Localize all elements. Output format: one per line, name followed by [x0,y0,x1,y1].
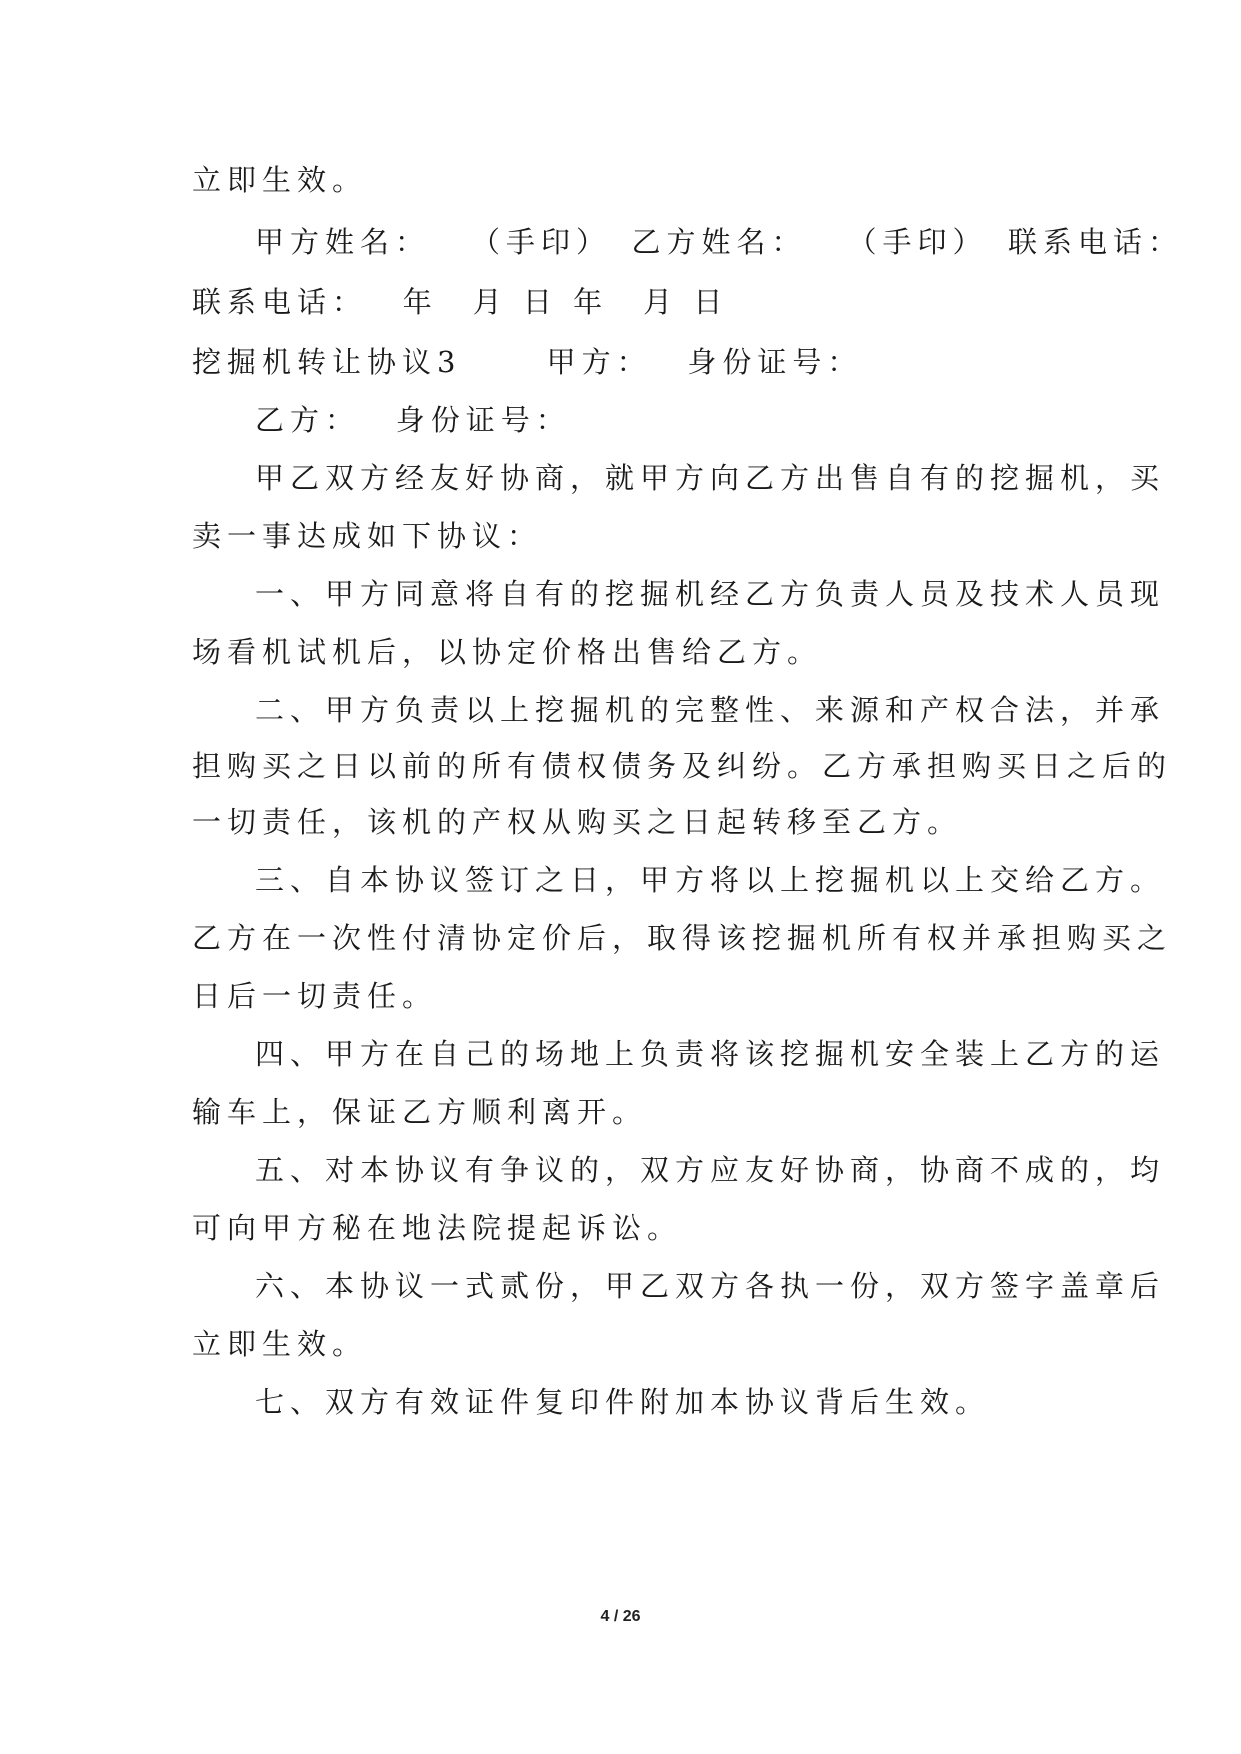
text-line: 甲乙双方经友好协商，就甲方向乙方出售自有的挖掘机，买 [255,461,1166,495]
agreement-title-line: 挖掘机转让协议3 甲方： 身份证号： [192,345,863,379]
text-line: 立即生效。 [192,163,368,197]
text-line: 场看机试机后，以协定价格出售给乙方。 [192,635,823,669]
text-line: 卖一事达成如下协议： [192,519,543,553]
clause-2: 二、甲方负责以上挖掘机的完整性、来源和产权合法，并承 [255,693,1166,727]
clause-4: 四、甲方在自己的场地上负责将该挖掘机安全装上乙方的运 [255,1037,1166,1071]
text-line: 担购买之日以前的所有债权债务及纠纷。乙方承担购买日之后的 [192,749,1173,783]
page-number: 4 / 26 [600,1608,641,1625]
text-line: 立即生效。 [192,1327,368,1361]
clause-1: 一、甲方同意将自有的挖掘机经乙方负责人员及技术人员现 [255,577,1166,611]
clause-5: 五、对本协议有争议的，双方应友好协商，协商不成的，均 [255,1153,1166,1187]
clause-6: 六、本协议一式贰份，甲乙双方各执一份，双方签字盖章后 [255,1269,1166,1303]
text-line: 日后一切责任。 [192,979,438,1013]
signature-line: 甲方姓名： （手印） 乙方姓名： （手印） 联系电话： [255,225,1184,259]
clause-7: 七、双方有效证件复印件附加本协议背后生效。 [255,1385,991,1419]
text-line: 乙方在一次性付清协定价后，取得该挖掘机所有权并承担购买之 [192,921,1173,955]
text-line: 可向甲方秘在地法院提起诉讼。 [192,1211,683,1245]
text-line: 输车上，保证乙方顺利离开。 [192,1095,648,1129]
party-b-line: 乙方： 身份证号： [255,403,571,437]
text-line: 一切责任，该机的产权从购买之日起转移至乙方。 [192,805,963,839]
clause-3: 三、自本协议签订之日，甲方将以上挖掘机以上交给乙方。 [255,863,1166,897]
contact-date-line: 联系电话： 年 月 日 年 月 日 [192,285,729,319]
